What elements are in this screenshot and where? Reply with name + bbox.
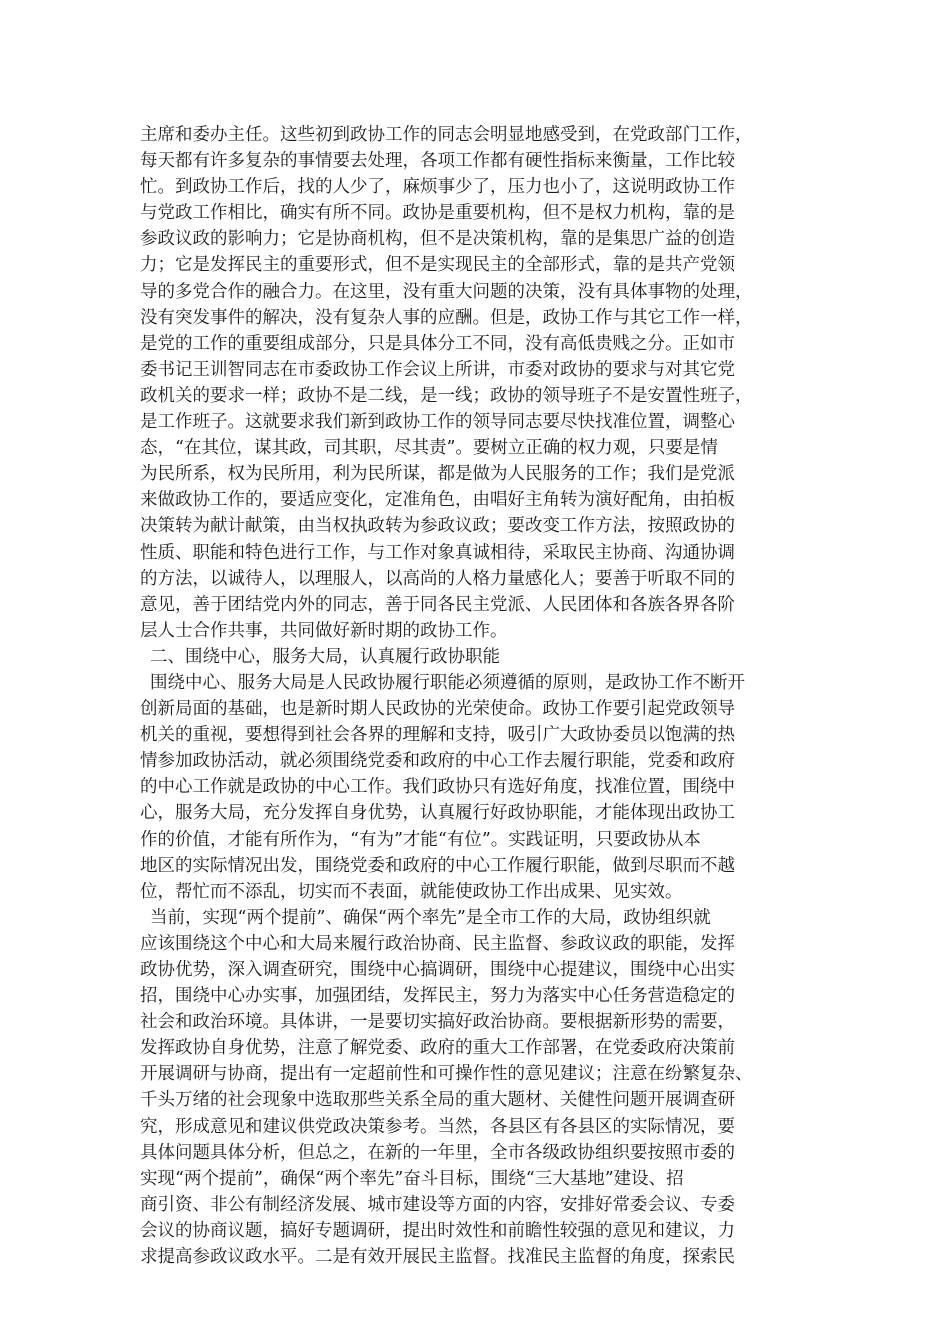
text-line: 心，服务大局，充分发挥自身优势，认真履行好政协职能，才能体现出政协工 — [140, 803, 735, 824]
text-line: 求提高参政议政水平。二是有效开展民主监督。找准民主监督的角度，探索民 — [140, 1247, 735, 1268]
text-line: 实现“两个提前”，确保“两个率先”奋斗目标，围绕“三大基地”建设、招 — [140, 1168, 684, 1189]
text-line: 政机关的要求一样；政协不是二线，是一线；政协的领导班子不是安置性班子， — [140, 385, 753, 406]
text-line: 二、围绕中心，服务大局，认真履行政协职能 — [150, 646, 500, 667]
text-line: 态，“在其位，谋其政，司其职，尽其责”。要树立正确的权力观，只要是情 — [140, 438, 718, 459]
text-line: 意见，善于团结党内外的同志，善于同各民主党派、人民团体和各族各界各阶 — [140, 594, 735, 615]
text-line: 为民所系，权为民所用，利为民所谋，都是做为人民服务的工作；我们是党派 — [140, 464, 735, 485]
text-line: 的中心工作就是政协的中心工作。我们政协只有选好角度，找准位置，围绕中 — [140, 777, 735, 798]
text-line: 招，围绕中心办实事，加强团结，发挥民主，努力为落实中心任务营造稳定的 — [140, 986, 735, 1007]
text-line: 位，帮忙而不添乱，切实而不表面，就能使政协工作出成果、见实效。 — [140, 881, 683, 902]
text-line: 开展调研与协商，提出有一定超前性和可操作性的意见建议；注意在纷繁复杂、 — [140, 1064, 753, 1085]
text-line: 作的价值，才能有所作为，“有为”才能“有位”。实践证明，只要政协从本 — [140, 829, 701, 850]
text-line: 情参加政协活动，就必须围绕党委和政府的中心工作去履行职能，党委和政府 — [140, 751, 735, 772]
text-line: 参政议政的影响力；它是协商机构，但不是决策机构，靠的是集思广益的创造 — [140, 229, 735, 250]
text-line: 决策转为献计献策，由当权执政转为参政议政；要改变工作方法，按照政协的 — [140, 516, 735, 537]
text-line: 应该围绕这个中心和大局来履行政治协商、民主监督、参政议政的职能，发挥 — [140, 933, 735, 954]
text-line: 主席和委办主任。这些初到政协工作的同志会明显地感受到，在党政部门工作， — [140, 125, 753, 145]
text-line: 地区的实际情况出发，围绕党委和政府的中心工作履行职能，做到尽职而不越 — [140, 855, 735, 876]
text-line: 是党的工作的重要组成部分，只是具体分工不同，没有高低贵贱之分。正如市 — [140, 333, 735, 354]
text-line: 与党政工作相比，确实有所不同。政协是重要机构，但不是权力机构，靠的是 — [140, 203, 735, 224]
text-line: 的方法，以诚待人，以理服人，以高尚的人格力量感化人；要善于听取不同的 — [140, 568, 735, 589]
text-line: 每天都有许多复杂的事情要去处理，各项工作都有硬性指标来衡量，工作比较 — [140, 151, 735, 172]
text-line: 层人士合作共事，共同做好新时期的政协工作。 — [140, 620, 508, 641]
text-line: 委书记王训智同志在市委政协工作会议上所讲，市委对政协的要求与对其它党 — [140, 359, 735, 380]
text-line: 千头万绪的社会现象中选取那些关系全局的重大题材、关健性问题开展调查研 — [140, 1090, 735, 1111]
text-line: 是工作班子。这就要求我们新到政协工作的领导同志要尽快找准位置，调整心 — [140, 412, 735, 433]
text-line: 创新局面的基础，也是新时期人民政协的光荣使命。政协工作要引起党政领导 — [140, 699, 735, 720]
text-line: 力；它是发挥民主的重要形式，但不是实现民主的全部形式，靠的是共产党领 — [140, 255, 735, 276]
text-line: 没有突发事件的解决，没有复杂人事的应酬。但是，政协工作与其它工作一样， — [140, 307, 753, 328]
text-line: 具体问题具体分析，但总之，在新的一年里，全市各级政协组织要按照市委的 — [140, 1142, 735, 1163]
text-line: 会议的协商议题，搞好专题调研，提出时效性和前瞻性较强的意见和建议，力 — [140, 1220, 735, 1241]
text-line: 来做政协工作的，要适应变化，定准角色，由唱好主角转为演好配角，由拍板 — [140, 490, 735, 511]
text-line: 导的多党合作的融合力。在这里，没有重大问题的决策，没有具体事物的处理， — [140, 281, 753, 302]
text-line: 忙。到政协工作后，找的人少了，麻烦事少了，压力也小了，这说明政协工作 — [140, 177, 735, 198]
document-body — [140, 122, 808, 1270]
text-line: 围绕中心、服务大局是人民政协履行职能必须遵循的原则，是政协工作不断开 — [150, 672, 745, 693]
text-line: 政协优势，深入调查研究，围绕中心搞调研，围绕中心提建议，围绕中心出实 — [140, 960, 735, 980]
text-line: 当前，实现“两个提前”、确保“两个率先”是全市工作的大局，政协组织就 — [150, 907, 711, 928]
text-line: 究，形成意见和建议供党政决策参考。当然，各县区有各县区的实际情况，要 — [140, 1116, 735, 1137]
text-line: 社会和政治环境。具体讲，一是要切实搞好政治协商。要根据新形势的需要， — [140, 1012, 735, 1033]
text-line: 机关的重视，要想得到社会各界的理解和支持，吸引广大政协委员以饱满的热 — [140, 725, 735, 746]
text-line: 发挥政协自身优势，注意了解党委、政府的重大工作部署，在党委政府决策前 — [140, 1038, 735, 1059]
text-line: 商引资、非公有制经济发展、城市建设等方面的内容，安排好常委会议、专委 — [140, 1194, 735, 1215]
text-line: 性质、职能和特色进行工作，与工作对象真诚相待，采取民主协商、沟通协调 — [140, 542, 735, 563]
